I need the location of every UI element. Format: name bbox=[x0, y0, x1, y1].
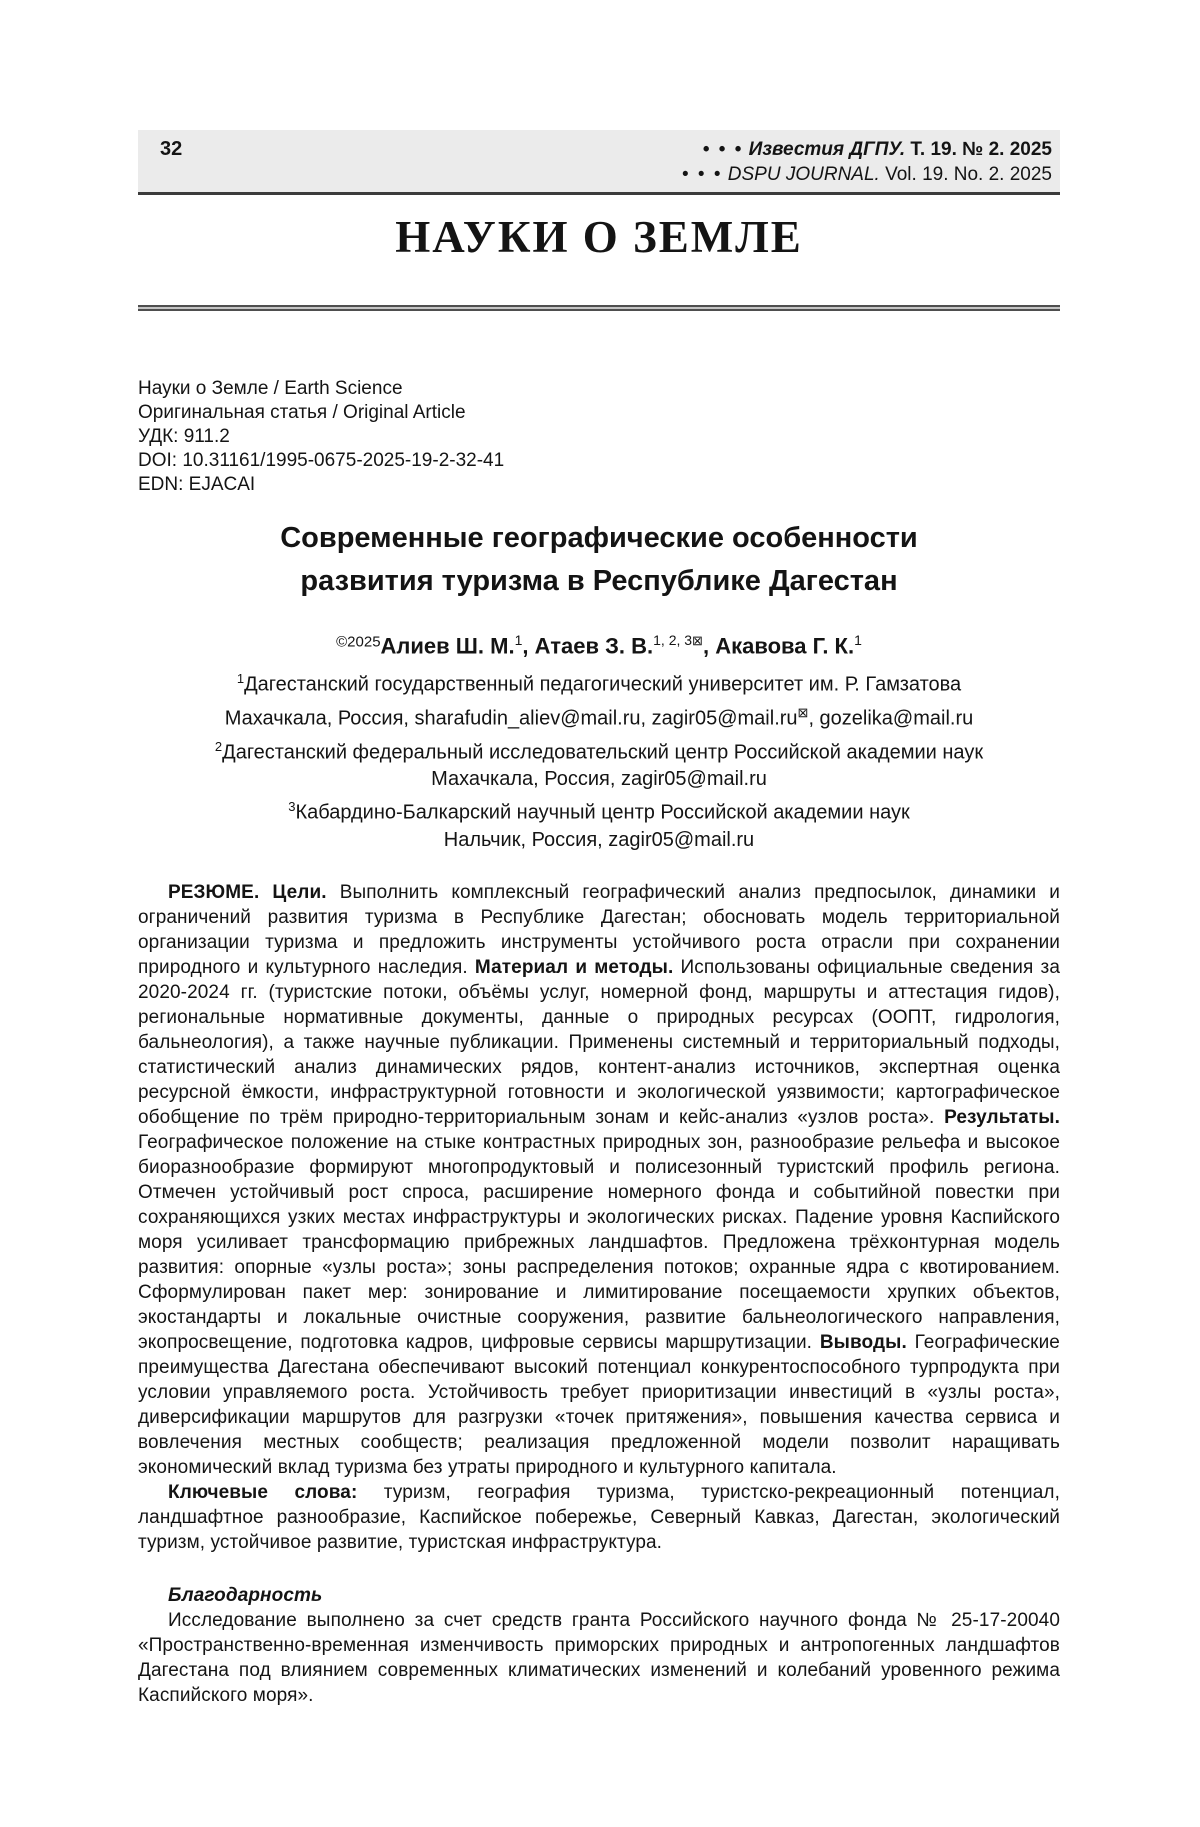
affiliation-line bbox=[138, 699, 1060, 733]
meta-doi: DOI: 10.31161/1995-0675-2025-19-2-32-41 bbox=[138, 450, 505, 471]
page-content bbox=[138, 130, 1060, 1708]
affiliation-line bbox=[138, 766, 1060, 793]
affiliation-text: Махачкала, Россия, sharafudin_aliev@mail.ru, zagir05@mail.ru bbox=[224, 707, 798, 730]
journal-header-lines bbox=[682, 137, 1052, 187]
article-title bbox=[138, 517, 1060, 603]
abstract-methods-text: Использованы официальные сведения за 2020-2024 гг. (туристские потоки, объёмы услуг, номерной фонд, маршруты и аттестация гидов), региональные нормативные документы, данные о природных ресурсах (ООПТ, гидрология, бальнеология), а также научные публикации. Применены системный и территориальный подходы, статистический анализ динамических рядов, контент-анализ источников, экспертная оценка ресурсной ёмкости, инфраструктурной готовности и экологической уязвимости; картографическое обобщение по трём природно-территориальным зонам и кейс-анализ «узлов роста». bbox=[138, 956, 1061, 1128]
envelope-icon: ⊠ bbox=[797, 704, 809, 720]
author-affiliation-superscript: 1 bbox=[854, 632, 862, 648]
article-title-line-2: развития туризма в Республике Дагестан bbox=[300, 565, 898, 597]
keywords-label: Ключевые слова: bbox=[168, 1481, 358, 1503]
affiliation-text: Дагестанский государственный педагогический университет им. Р. Гамзатова bbox=[244, 673, 962, 696]
abstract-conclusions-text: Географические преимущества Дагестана обеспечивают высокий потенциал конкурентоспособного турпродукта при условии управляемого роста. Устойчивость требует приоритизации инвестиций в «узлы роста», диверсификации маршрутов для разгрузки «точек притяжения», повышения качества сервиса и вовлечения местных сообществ; реализация предложенной модели позволит наращивать экономический вклад туризма без утраты природного и культурного капитала. bbox=[138, 1331, 1060, 1478]
section-title: НАУКИ О ЗЕМЛЕ bbox=[395, 212, 803, 262]
journal-title-ru bbox=[682, 137, 1052, 162]
journal-name-en: DSPU JOURNAL. bbox=[727, 164, 880, 185]
author-name: Атаев З. В. bbox=[534, 633, 654, 659]
article-meta-block bbox=[138, 377, 1060, 497]
abstract-conclusions-label: Выводы. bbox=[819, 1331, 907, 1353]
section-divider bbox=[138, 305, 1060, 311]
affiliation-superscript: 2 bbox=[214, 738, 223, 754]
abstract-goals-label: РЕЗЮМЕ. Цели. bbox=[168, 881, 327, 903]
author-affiliation-superscript: 1 bbox=[514, 632, 523, 648]
abstract-goals-text: Выполнить комплексный географический анализ предпосылок, динамики и ограничений развития туризма в Республике Дагестан; обосновать модель территориальной организации туризма и предложить инструменты устойчивого роста отрасли при сохранении природного и культурного наследия. bbox=[138, 881, 1060, 978]
affiliation-text: Дагестанский федеральный исследовательский центр Российской академии наук bbox=[222, 741, 984, 764]
affiliation-superscript: 1 bbox=[236, 671, 245, 687]
affiliation-text: Нальчик, Россия, zagir05@mail.ru bbox=[443, 828, 755, 851]
acknowledgement-paragraph bbox=[138, 1608, 1060, 1708]
abstract-paragraph bbox=[138, 880, 1060, 1480]
bullets-ornament: • • • bbox=[681, 164, 723, 185]
affiliations-block bbox=[138, 665, 1060, 854]
copyright-year: ©2025 bbox=[336, 633, 381, 651]
article-body bbox=[138, 880, 1060, 1708]
abstract-results-label: Результаты. bbox=[944, 1106, 1060, 1128]
envelope-icon: ⊠ bbox=[692, 633, 703, 648]
keywords-text: туризм, география туризма, туристско-рекреационный потенциал, ландшафтное разнообразие, Каспийское побережье, Северный Кавказ, Дагестан, экологический туризм, устойчивое развитие, туристская инфраструктура. bbox=[138, 1481, 1060, 1553]
author-name: Алиев Ш. М. bbox=[380, 633, 515, 659]
journal-issue-en: Vol. 19. No. 2. 2025 bbox=[885, 164, 1052, 185]
affiliation-line bbox=[138, 733, 1060, 767]
author-name: Акавова Г. К. bbox=[715, 633, 855, 659]
author-separator: , bbox=[522, 633, 529, 659]
meta-edn: EDN: EJACAI bbox=[138, 474, 256, 495]
affiliation-superscript: 3 bbox=[288, 799, 296, 815]
authors-line bbox=[138, 625, 1060, 661]
acknowledgement-text: Исследование выполнено за счет средств гранта Российского научного фонда № 25-17-20040 «Пространственно-временная изменчивость приморских природных и антропогенных ландшафтов Дагестана под влиянием современных климатических изменений и колебаний уровенного режима Каспийского моря». bbox=[138, 1609, 1060, 1706]
acknowledgement-title: Благодарность bbox=[168, 1584, 323, 1606]
meta-subject: Науки о Земле / Earth Science bbox=[138, 378, 403, 399]
affiliation-line bbox=[138, 665, 1060, 699]
affiliation-line bbox=[138, 827, 1060, 854]
affiliation-text: Кабардино-Балкарский научный центр Российской академии наук bbox=[295, 801, 910, 824]
keywords-paragraph bbox=[138, 1480, 1060, 1555]
page-number: 32 bbox=[160, 138, 183, 160]
meta-article-type: Оригинальная статья / Original Article bbox=[138, 402, 466, 423]
affiliation-line bbox=[138, 793, 1060, 827]
author-affiliation-superscript: 1, 2, 3 bbox=[653, 632, 693, 648]
page-header bbox=[138, 130, 1060, 195]
journal-title-en bbox=[682, 162, 1052, 187]
affiliation-text: Махачкала, Россия, zagir05@mail.ru bbox=[431, 768, 767, 791]
journal-name-ru: Известия ДГПУ. bbox=[748, 139, 906, 160]
affiliation-text: , gozelika@mail.ru bbox=[808, 707, 974, 730]
bullets-ornament: • • • bbox=[702, 139, 744, 160]
meta-udc: УДК: 911.2 bbox=[138, 426, 230, 447]
abstract-methods-label: Материал и методы. bbox=[474, 956, 674, 978]
author-separator: , bbox=[702, 633, 710, 659]
journal-issue-ru: Т. 19. № 2. 2025 bbox=[910, 139, 1052, 160]
abstract-results-text: Географическое положение на стыке контрастных природных зон, разнообразие рельефа и высокое биоразнообразие формируют многопродуктовый и полисезонный туристский профиль региона. Отмечен устойчивый рост спроса, расширение номерного фонда и событийной повестки при сохраняющихся узких местах инфраструктуры и экологических рисках. Падение уровня Каспийского моря усиливает трансформацию прибрежных ландшафтов. Предложена трёхконтурная модель развития: опорные «узлы роста»; зоны распределения потоков; охранные ядра с квотированием. Сформулирован пакет мер: зонирование и лимитирование посещаемости хрупких объектов, экостандарты и локальные очистные сооружения, развитие бальнеологического направления, экопросвещение, подготовка кадров, цифровые сервисы маршрутизации. bbox=[138, 1131, 1060, 1353]
article-title-line-1: Современные географические особенности bbox=[280, 522, 918, 554]
